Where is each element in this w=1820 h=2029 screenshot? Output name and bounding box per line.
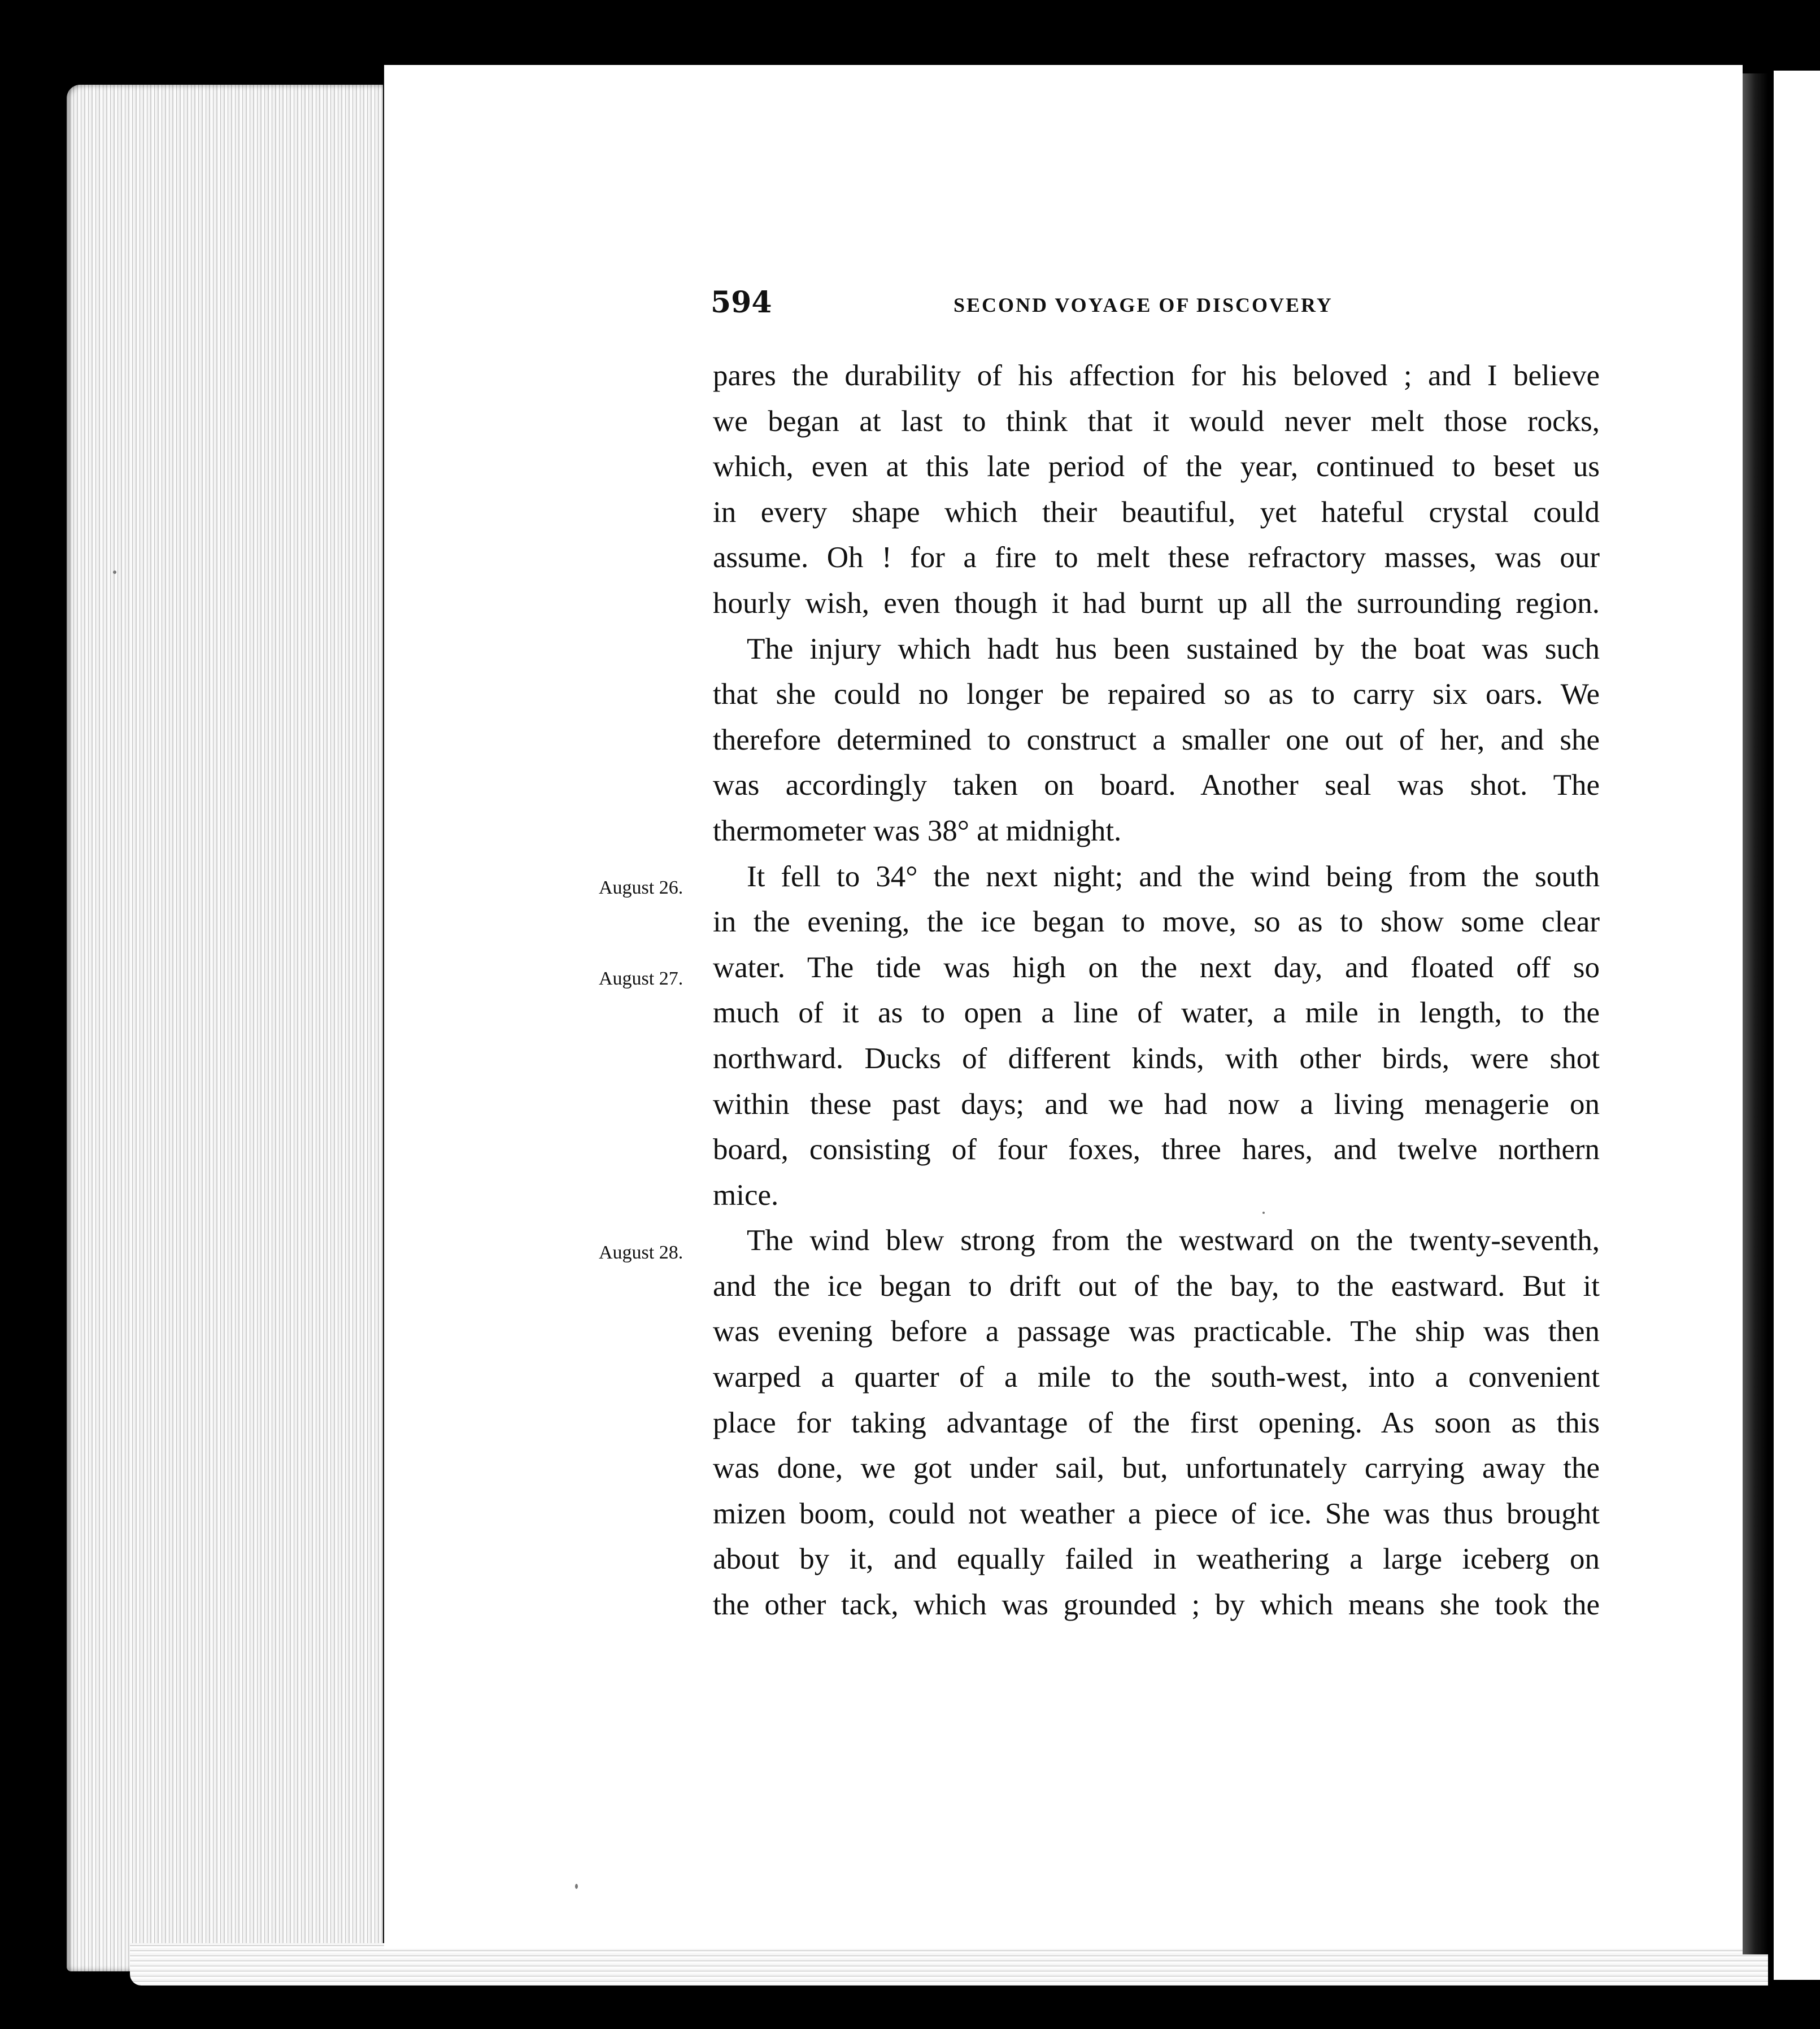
margin-note-august-26: August 26.: [599, 877, 683, 898]
text-line: mizen boom, could not weather a piece of ice. She was thus brought: [713, 1497, 1600, 1530]
text-line: warped a quarter of a mile to the south-west, into a convenient: [713, 1361, 1600, 1394]
margin-note-august-28: August 28.: [599, 1242, 683, 1263]
text-line: northward. Ducks of different kinds, with other birds, were shot: [713, 1042, 1600, 1075]
scan-speck: [575, 1884, 578, 1889]
text-line: in the evening, the ice began to move, so as to show some clear: [713, 905, 1600, 939]
text-line: therefore determined to construct a smaller one out of her, and she: [713, 723, 1600, 756]
running-title: SECOND VOYAGE OF DISCOVERY: [953, 294, 1333, 316]
text-line: thermometer was 38° at midnight.: [713, 814, 1122, 847]
scan-speck: [113, 571, 116, 574]
text-line: in every shape which their beautiful, yet hateful crystal could: [713, 495, 1600, 529]
text-line: mice.: [713, 1178, 779, 1212]
running-head: [711, 285, 1597, 325]
text-line: was accordingly taken on board. Another seal was shot. The: [713, 769, 1600, 802]
text-line: the other tack, which was grounded ; by which means she took the: [713, 1588, 1600, 1622]
text-line: assume. Oh ! for a fire to melt these refractory masses, was our: [713, 541, 1600, 574]
text-line: about by it, and equally failed in weathering a large iceberg on: [713, 1543, 1600, 1576]
text-line: we began at last to think that it would never melt those rocks,: [713, 404, 1600, 438]
text-line: The injury which hadt hus been sustained by the boat was such: [747, 632, 1600, 665]
text-line: within these past days; and we had now a living menagerie on: [713, 1087, 1600, 1121]
margin-note-august-27: August 27.: [599, 968, 683, 989]
text-line: It fell to 34° the next night; and the wind being from the south: [747, 860, 1600, 893]
text-line: was done, we got under sail, but, unfortunately carrying away the: [713, 1452, 1600, 1485]
text-line: much of it as to open a line of water, a mile in length, to the: [713, 996, 1600, 1030]
facing-page-edge: [1774, 71, 1820, 1980]
text-line: and the ice began to drift out of the bay, to the eastward. But it: [713, 1269, 1600, 1303]
text-line: board, consisting of four foxes, three hares, and twelve northern: [713, 1133, 1600, 1166]
text-line: that she could no longer be repaired so as to carry six oars. We: [713, 678, 1600, 711]
text-line: The wind blew strong from the westward on the twenty-seventh,: [747, 1224, 1600, 1257]
text-line: place for taking advantage of the first opening. As soon as this: [713, 1406, 1600, 1439]
page-block-bottom-edge: [130, 1943, 1768, 1986]
text-line: hourly wish, even though it had burnt up all the surrounding region.: [713, 586, 1600, 620]
text-line: pares the durability of his affection for his beloved ; and I believe: [713, 359, 1600, 392]
text-line: which, even at this late period of the year, continued to beset us: [713, 450, 1600, 484]
spine-shadow: [1743, 73, 1768, 1954]
text-line: water. The tide was high on the next day, and floated off so: [713, 951, 1600, 984]
page-block-edges: [67, 85, 383, 1971]
page-number: 594: [711, 285, 772, 320]
body-text: [713, 353, 1600, 1628]
text-line: was evening before a passage was practicable. The ship was then: [713, 1315, 1600, 1348]
